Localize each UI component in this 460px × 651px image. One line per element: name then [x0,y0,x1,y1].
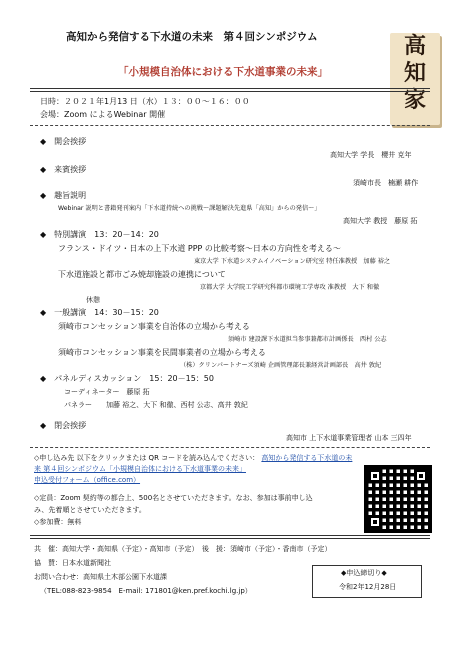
capacity-line1: ◇定員：Zoom 契約等の都合上、500名とさせていただきます。なお、参加は事前申し込 [34,494,313,502]
kochi-ya-logo [390,33,440,125]
divider-top [30,88,430,92]
keynote-speaker: 高知大学 教授 藤原 拓 [343,217,418,225]
general-talk1-title: 須崎市コンセッション事業を自治体の立場から考える [58,322,250,331]
opening-speaker: 高知大学 学長 櫻井 克年 [330,151,412,159]
qr-finder-top-left [368,469,382,483]
cooperation-line: 協 賛：日本水道新聞社 [34,559,111,567]
capacity-line2: み、先着順とさせていただきます。 [34,506,146,514]
registration-intro: ◇申し込み先 以下をクリックまたは QR コードを読み込んでください： [34,454,260,462]
contact-line: お問い合わせ：高知県土木部公園下水道課 [34,573,167,581]
deadline-date: 令和2年12月28日 [339,583,397,591]
event-venue: 会場：Zoom によるWebinar 開催 [40,110,166,119]
general-talk1-speaker: 須崎市 建設課下水道担当参事兼都市計画係長 西村 公志 [228,336,387,343]
panel-label: ◆ パネルディスカッション 15：20－15：50 [40,374,214,383]
registration-block [34,453,354,486]
deadline-label: ◆申込締切り◆ [341,569,387,577]
divider-dashed-2 [30,447,430,448]
general-talk2-title: 須崎市コンセッション事業を民間事業者の立場から考える [58,348,266,357]
special-label: ◆ 特別講演 13：20－14：20 [40,230,159,239]
logo-char-2: 知 [403,60,426,86]
keynote-label: ◆ 趣旨説明 [40,191,87,200]
break-label: 休憩 [86,296,100,304]
qr-finder-bottom-left [368,515,382,529]
title-line2: 「小規模自治体における下水道事業の未来」 [118,66,328,78]
title-line1: 高知から発信する下水道の未来 第４回シンポジウム [66,31,318,43]
closing-label: ◆ 閉会挨拶 [40,421,87,430]
panel-coordinator: コーディネーター 藤原 拓 [64,388,150,396]
deadline-box [312,565,422,598]
guest-speaker: 須崎市長 楠瀬 耕作 [353,179,419,187]
special-talk1-title: フランス・ドイツ・日本の上下水道 PPP の比較考察～日本の方向性を考える～ [58,244,341,253]
panel-panelists: パネラー 加藤 裕之、大下 和徹、西村 公志、高井 敦紀 [64,401,248,409]
guest-label: ◆ 来賓挨拶 [40,165,87,174]
qr-finder-top-right [414,469,428,483]
general-talk2-speaker: （株）クリンパートナーズ須崎 企画管理部長兼経営計画部長 高井 敦紀 [180,362,382,369]
general-label: ◆ 一般講演 14：30－15：20 [40,308,159,317]
special-talk1-speaker: 東京大学 下水道システムイノベーション研究室 特任准教授 加藤 裕之 [194,258,391,265]
fee: ◇参加費：無料 [34,518,82,526]
tel-email-line: （TEL:088-823-9854 E-mail: 171801@ken.pref.kochi.lg.jp） [40,587,252,595]
event-datetime: 日時：２０２１年1月13 日（水）１３：００～１６：００ [40,97,250,106]
divider-dashed-1 [30,125,430,126]
closing-speaker: 高知市 上下水道事業管理者 山本 三四年 [286,434,412,442]
opening-label: ◆ 開会挨拶 [40,137,87,146]
logo-char-1: 高 [403,33,426,59]
registration-form-link[interactable]: 申込受付フォーム（office.com） [34,476,141,484]
logo-char-3: 家 [403,87,426,113]
qr-code[interactable] [364,465,432,533]
keynote-desc: Webinar 説明と書籍発刊案内「下水道持続への挑戦～課題解決先進県「高知」からの発信～」 [58,205,321,212]
registration-event-link[interactable]: 高知から発信する下水道の未来 第４回シンポジウム「小規模自治体における下水道事業の未来」 [34,454,353,473]
host-line: 共 催：高知大学・高知県（予定）・高知市（予定） 後 援：須崎市（予定）・香南市（予定） [34,545,332,553]
divider-bottom [30,535,430,539]
special-talk2-title: 下水道施設と都市ごみ焼却施設の連携について [58,270,226,279]
special-talk2-speaker: 京都大学 大学院工学研究科都市環境工学専攻 准教授 大下 和徹 [200,284,380,291]
